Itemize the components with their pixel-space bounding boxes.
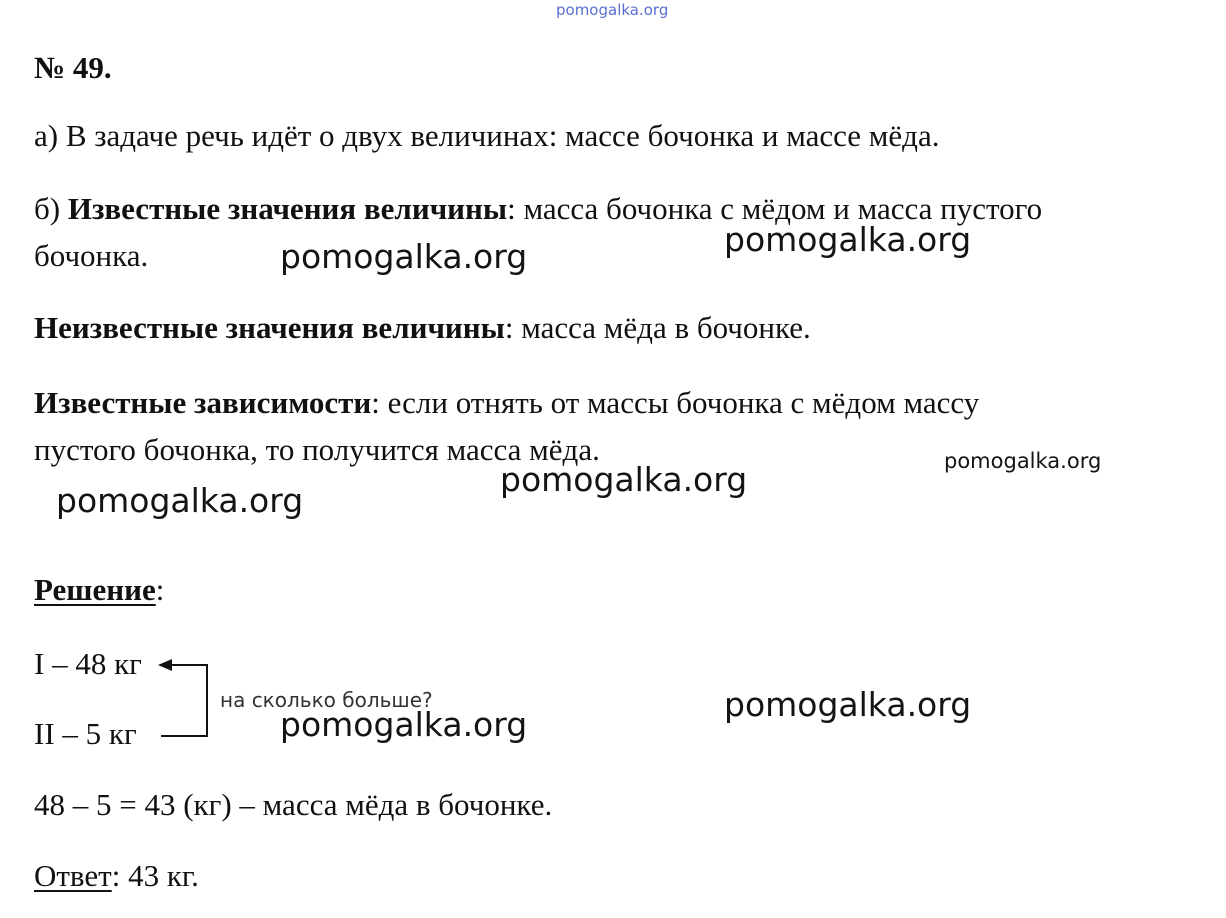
solution-heading-colon: : [155, 572, 165, 607]
solution-heading: Решение [34, 572, 156, 607]
bracket-line [161, 665, 207, 736]
unknown-rest: : масса мёда в бочонке. [504, 310, 811, 345]
watermark-text: pomogalka.org [724, 685, 972, 724]
answer-line [34, 858, 199, 894]
part-b-term: Известные значения величины [67, 191, 508, 226]
watermark-text: pomogalka.org [280, 705, 528, 744]
part-b-prefix: б) [34, 191, 68, 226]
unknown-values [34, 310, 811, 346]
watermark-text: pomogalka.org [280, 237, 528, 276]
solution-equation: 48 – 5 = 43 (кг) – масса мёда в бочонке. [34, 787, 553, 822]
header-watermark: pomogalka.org [556, 1, 669, 19]
problem-number: № 49. [34, 50, 112, 85]
unknown-term: Неизвестные значения величины [34, 310, 505, 345]
watermark-text: pomogalka.org [724, 220, 972, 259]
comparison-question: на сколько больше? [220, 688, 433, 712]
watermark-text: pomogalka.org [500, 460, 748, 499]
solution-heading-line [34, 572, 164, 608]
watermark-text: pomogalka.org [944, 449, 1102, 473]
dependencies-line1 [34, 385, 979, 421]
diagram-row-2: II – 5 кг [34, 716, 137, 751]
answer-label: Ответ [34, 858, 112, 893]
part-b-rest: : масса бочонка с мёдом и масса пустого [507, 191, 1043, 226]
answer-value: : 43 кг. [111, 858, 199, 893]
part-b-line2: бочонка. [34, 238, 149, 273]
dependencies-rest: : если отнять от массы бочонка с мёдом массу [371, 385, 980, 420]
dependencies-line2: пустого бочонка, то получится масса мёда. [34, 432, 600, 467]
comparison-bracket [155, 650, 215, 746]
part-a-text: а) В задаче речь идёт о двух величинах: массе бочонка и массе мёда. [34, 118, 940, 153]
arrow-head-icon [158, 659, 172, 671]
dependencies-term: Известные зависимости [34, 385, 372, 420]
watermark-text: pomogalka.org [56, 481, 304, 520]
diagram-row-1: I – 48 кг [34, 646, 142, 681]
